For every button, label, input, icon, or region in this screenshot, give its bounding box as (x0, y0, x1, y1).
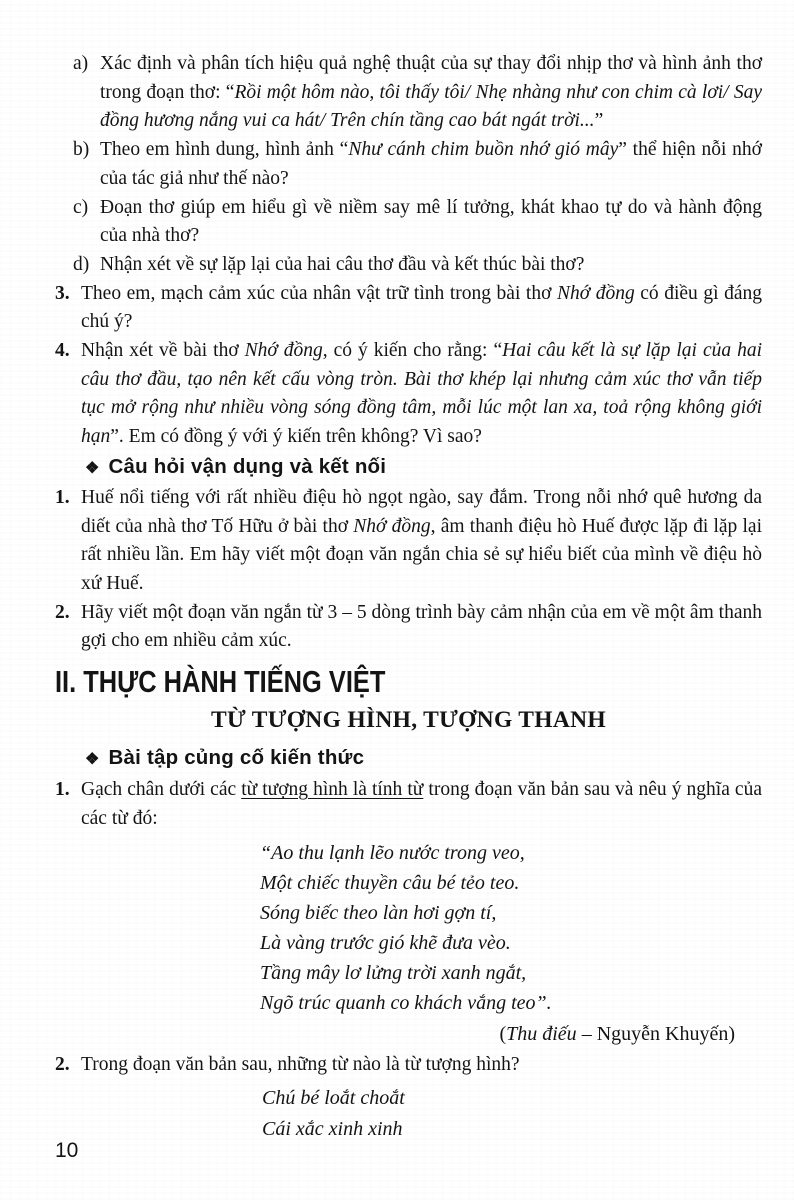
poem-luom-excerpt (262, 1083, 762, 1145)
underlined-term: từ tượng hình là tính từ (241, 779, 424, 801)
question-item-c (73, 194, 762, 251)
question-text: Nhận xét về bài thơ (81, 340, 245, 362)
quoted-verse: Như cánh chim buồn nhớ gió mây (348, 139, 619, 161)
poem-title: Thu điếu (506, 1023, 577, 1046)
section-title: II. THỰC HÀNH TIẾNG VIỆT (55, 664, 386, 700)
poem-line: Chú bé loắt choắt (262, 1087, 405, 1110)
poem-thu-dieu (260, 838, 762, 1018)
poem-line: Tầng mây lơ lửng trời xanh ngắt, (260, 962, 527, 985)
poem-line: “Ao thu lạnh lẽo nước trong veo, (260, 842, 525, 865)
item-number: 1. (55, 486, 70, 508)
question-text: , có ý kiến cho rằng: “ (322, 340, 503, 362)
attribution-text: ( (499, 1023, 507, 1046)
question-text: Trong đoạn văn bản sau, những từ nào là từ tượng hình? (81, 1054, 520, 1076)
subsection-heading-text: Câu hỏi vận dụng và kết nối (108, 454, 387, 478)
question-text: Huế nổi tiếng với rất nhiều điệu hò ngọt ngào, say đắm. Trong nỗi nhớ quê hương da diết của nhà thơ Tố Hữu ở bài thơ (81, 486, 762, 537)
item-number: 1. (55, 779, 70, 801)
question-text: Theo em hình dung, hình ảnh “ (100, 139, 349, 161)
diamond-bullet-icon: ❖ (85, 751, 100, 769)
connect-item-2 (55, 599, 762, 656)
item-number: 2. (55, 601, 70, 623)
quoted-verse: Rồi một hôm nào, tôi thấy tôi/ Nhẹ nhàng như con chim cà lơi/ Say đồng hương nắng vui ca hát/ Trên chín tầng cao bát ngát trời... (100, 81, 762, 132)
question-item-b (73, 136, 762, 193)
question-text: Hãy viết một đoạn văn ngắn từ 3 – 5 dòng trình bày cảm nhận của em về một âm thanh gợi cho em nhiều cảm xúc. (81, 601, 762, 652)
item-number: 2. (55, 1054, 70, 1076)
page-number: 10 (55, 1139, 79, 1162)
poem-line: Là vàng trước gió khẽ đưa vèo. (260, 932, 511, 955)
question-text: ” (594, 110, 604, 132)
question-item-d (73, 251, 762, 280)
question-text: Xác định và phân tích hiệu quả nghệ thuật của sự thay đổi nhịp thơ và hình ảnh thơ trong đoạn thơ: “ (100, 53, 762, 103)
connect-item-1 (55, 484, 762, 599)
question-text: ”. Em có đồng ý với ý kiến trên không? Vì sao? (110, 426, 482, 448)
poem-title: Nhớ đồng (244, 340, 323, 362)
subsection-heading-connect (85, 453, 762, 483)
question-text: Gạch chân dưới các (81, 779, 242, 801)
poem-title: Nhớ đồng (556, 282, 635, 304)
quoted-opinion: Hai câu kết là sự lặp lại của hai câu thơ đầu, tạo nên kết cấu vòng tròn. Bài thơ khép lại nhưng cảm xúc thơ vẫn tiếp tục mở rộng như nhiều vòng sóng đồng tâm, mỗi lúc một lan xa, toả rộng không giới hạn (81, 340, 762, 448)
poem-line: Cái xắc xinh xinh (262, 1118, 403, 1141)
question-text: Theo em, mạch cảm xúc của nhân vật trữ tình trong bài thơ (81, 282, 557, 304)
item-marker: d) (73, 253, 90, 275)
item-number: 4. (55, 340, 70, 362)
poem-line: Sóng biếc theo làn hơi gợn tí, (260, 902, 497, 925)
question-text: Nhận xét về sự lặp lại của hai câu thơ đầu và kết thúc bài thơ? (100, 253, 585, 275)
question-text: , âm thanh điệu hò Huế được lặp đi lặp lại rất nhiều lần. Em hãy viết một đoạn văn ngắn chia sẻ sự hiểu biết của mình về điệu hò xứ Huế. (81, 515, 763, 594)
poem-attribution (55, 1020, 762, 1048)
poem-title: Nhớ đồng (353, 515, 431, 537)
subsection-heading-text: Bài tập củng cố kiến thức (108, 746, 365, 770)
item-number: 3. (55, 282, 70, 304)
poem-line: Ngõ trúc quanh co khách vắng teo”. (260, 992, 552, 1015)
question-text: có điều gì đáng chú ý? (81, 282, 762, 333)
item-marker: a) (73, 53, 89, 74)
attribution-text: – Nguyễn Khuyến) (576, 1023, 735, 1046)
lesson-title: TỪ TƯỢNG HÌNH, TƯỢNG THANH (211, 707, 606, 734)
diamond-bullet-icon: ❖ (85, 459, 100, 477)
item-marker: c) (73, 196, 89, 218)
practice-item-2 (55, 1051, 762, 1080)
subsection-heading-practice (85, 744, 762, 774)
question-text: Đoạn thơ giúp em hiểu gì về niềm say mê lí tưởng, khát khao tự do và hành động của nhà thơ? (100, 196, 762, 247)
question-text: trong đoạn văn bản sau và nêu ý nghĩa của các từ đó: (81, 779, 762, 829)
item-marker: b) (73, 139, 90, 161)
question-item-4 (55, 337, 762, 452)
poem-line: Một chiếc thuyền câu bé tẻo teo. (260, 872, 520, 895)
question-item-a (73, 50, 762, 136)
question-text: ” thể hiện nỗi nhớ của tác giả như thế nào? (100, 139, 762, 189)
practice-item-1 (55, 776, 762, 833)
question-item-3 (55, 280, 762, 337)
